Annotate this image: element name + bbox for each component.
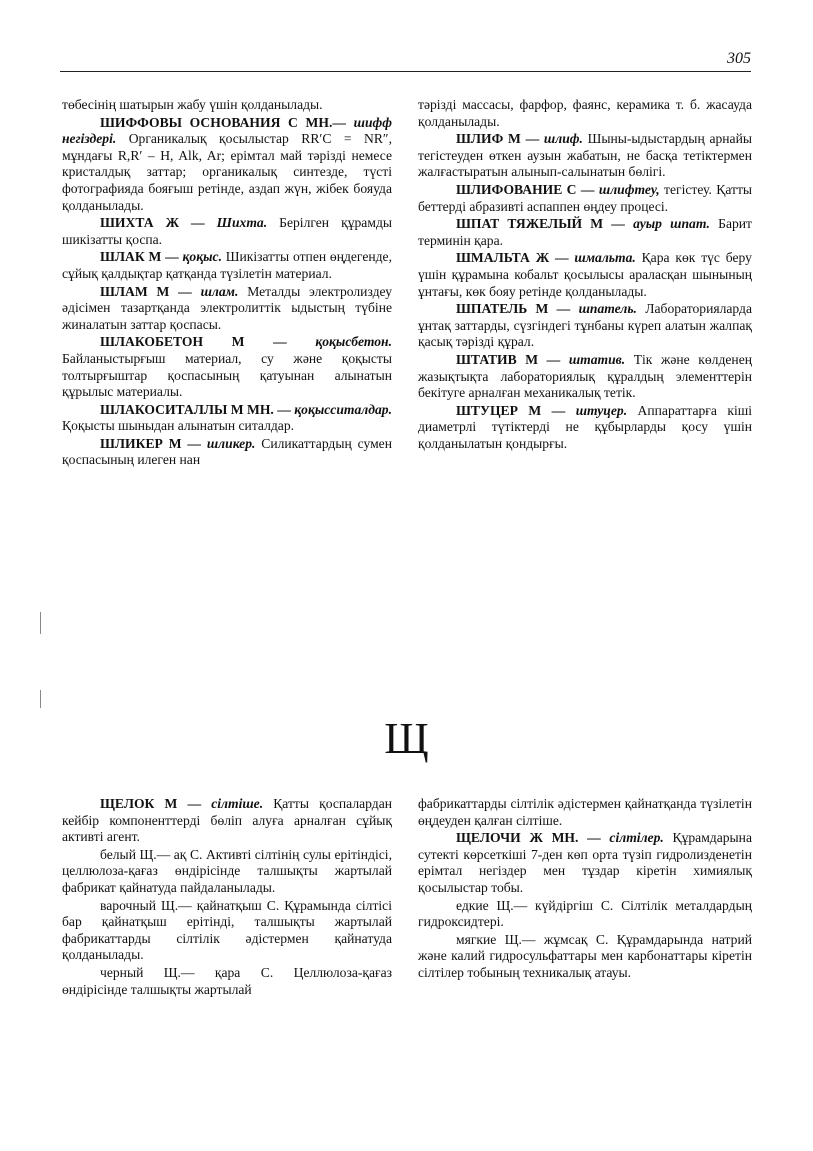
entry-text: Барит терминін қара. [418, 216, 752, 248]
dictionary-entry [62, 97, 392, 114]
entry-term: ШПАТЕЛЬ М — [456, 301, 571, 317]
dictionary-entry [418, 830, 752, 896]
column-top-right [418, 97, 752, 453]
dictionary-entry [62, 334, 392, 400]
entry-term: ЩЕЛОК М — [100, 796, 202, 811]
dictionary-entry [62, 215, 392, 248]
entry-term: ШЛИФОВАНИЕ С — [456, 181, 595, 197]
dictionary-entry [418, 932, 752, 982]
entry-text: Қоқысты шыныдан алынатын ситалдар. [62, 418, 295, 434]
entry-text: Берілген құрамды шикізатты қоспа. [62, 215, 392, 247]
dictionary-entry [62, 965, 392, 998]
entry-text: Шыны-ыдыстардың арнайы тегістеуден өткен аузын жабатын, не басқа тетіктермен жалғастыратын алынып-салынатын бөлігі. [418, 131, 752, 180]
header-rule [60, 71, 751, 72]
entry-translation: шлам. [191, 283, 239, 299]
dictionary-entry [418, 898, 752, 931]
entry-translation: қоқыс. [178, 249, 222, 265]
entry-translation: Шихта. [204, 215, 268, 231]
entry-translation: қоқысситалдар. [290, 401, 392, 417]
entry-translation: штатив. [560, 351, 626, 367]
entry-term: ШМАЛЬТА Ж — [456, 250, 569, 266]
entry-text: Органикалық қосылыстар RR′C = NR″, мұндағы R,R′ – H, Alk, Ar; ерімтал май тәрізді немесе кристалдық заттар; органикалық синтезде, түсті фотографияда бояғыш ретінде, аздап жүн, жібек бояуда қолданылады. [62, 131, 392, 213]
entry-term: ШЛАМ М — [100, 283, 192, 299]
dictionary-entry [418, 216, 752, 249]
entry-translation: шлиф. [539, 131, 583, 147]
entry-text: варочный Щ.— қайнатқыш С. Құрамында сілтісі бар қайнатқыш ерітінді, талшықты жартылай фабрикаттарды сілтілік әдістермен қайнатуда қолданылады. [62, 897, 392, 963]
entry-term: ШЛИФ М — [456, 131, 540, 147]
dictionary-entry [62, 402, 392, 435]
entry-translation: қоқысбетон. [286, 334, 392, 350]
dictionary-entry [418, 403, 752, 453]
dictionary-entry [62, 284, 392, 334]
entry-text: тегістеу. Қатты беттерді абразивті аспаппен өңдеу процесі. [418, 181, 753, 214]
dictionary-entry [418, 301, 752, 351]
entry-text: фабрикаттарды сілтілік әдістермен қайнатқанда түзілетін өңдеуден қалған сілтіше. [418, 796, 752, 828]
entry-term: ШИФФОВЫ ОСНОВАНИЯ С МН.— [100, 114, 346, 130]
entry-text: төбесінің шатырын жабу үшін қолданылады. [62, 97, 323, 112]
dictionary-entry [418, 97, 752, 130]
entry-text: Аппараттарға кіші диаметрлі түтіктерді не құбырларды қосу үшін қолданылатын қондырғы. [418, 402, 752, 451]
page-number: 305 [727, 50, 751, 67]
entry-text: Лабораторияларда ұнтақ заттарды, сүзгіндегі тұнбаны күреп алатын жалпақ қасық тәрізді құрал. [418, 301, 752, 350]
entry-text: Тік және көлденең жазықтықта лабораториялық құралдың элементтерін бекітуге арналған механикалық тетік. [418, 351, 752, 401]
column-bottom-left [62, 796, 392, 999]
column-top-left [62, 97, 392, 470]
entry-text: черный Щ.— қара С. Целлюлоза-қағаз өндірісінде талшықты жартылай [62, 964, 392, 997]
entry-text: мягкие Щ.— жұмсақ С. Құрамдарында натрий және калий гидросульфаттары мен карбонаттары кіретін сілтілер тобының техникалық атауы. [418, 931, 752, 980]
entry-translation: штуцер. [565, 402, 628, 418]
entry-translation: шлифтеу, [594, 181, 660, 197]
dictionary-entry [62, 847, 392, 897]
dictionary-entry [418, 796, 752, 829]
entry-term: ЩЕЛОЧИ Ж МН. — [456, 830, 601, 846]
entry-translation: сілтілер. [600, 830, 664, 846]
dictionary-entry [418, 131, 752, 181]
dictionary-entry [418, 250, 752, 300]
entry-term: ШИХТА Ж — [100, 215, 205, 231]
entry-text: Шикізатты отпен өңдегенде, сұйық қалдықтар қатқанда түзілетін материал. [62, 249, 392, 281]
dictionary-entry [62, 436, 392, 469]
entry-term: ШЛАКОБЕТОН М — [100, 334, 287, 350]
entry-translation: шмальта. [568, 250, 636, 266]
entry-term: ШЛИКЕР М — [100, 435, 201, 451]
dictionary-entry [62, 249, 392, 282]
entry-term: ШТАТИВ М — [456, 351, 561, 367]
entry-text: белый Щ.— ақ С. Активті сілтінің сулы ерітіндісі, целлюлоза-қағаз өндірісінде талшықты жартылай фабрикат қайнатуда пайдаланылады. [62, 846, 392, 895]
entry-term: ШТУЦЕР М — [456, 402, 566, 418]
entry-term: ШЛАК М — [100, 249, 179, 265]
column-bottom-right [418, 796, 752, 983]
entry-text: Силикаттардың сумен қоспасының илеген нан [62, 435, 392, 468]
dictionary-entry [62, 796, 392, 846]
entry-text: Қара көк түс беру үшін құрамына кобальт қосылысы араласқан шынының ұнтағы, көк бояу ретінде қолданылады. [418, 250, 752, 299]
entry-term: ШЛАКОСИТАЛЛЫ М МН. — [100, 401, 291, 417]
entry-translation: шликер. [200, 435, 256, 451]
entry-translation: шифф негіздері. [62, 114, 392, 147]
entry-term: ШПАТ ТЯЖЕЛЫЙ М — [456, 216, 625, 232]
entry-text: Байланыстырғыш материал, су және қоқысты толтырғыштар қоспасының қатуынан алынатын құрылыс материалы. [62, 350, 392, 400]
entry-translation: шпатель. [570, 301, 637, 317]
margin-mark [40, 612, 41, 634]
entry-text: едкие Щ.— күйдіргіш С. Сілтілік металдардың гидроксидтері. [418, 897, 752, 930]
entry-text: тәрізді массасы, фарфор, фаянс, керамика т. б. жасауда қолданылады. [418, 97, 752, 129]
dictionary-entry [62, 115, 392, 215]
entry-translation: ауыр шпат. [624, 216, 710, 232]
dictionary-entry [418, 182, 752, 215]
dictionary-entry [418, 352, 752, 402]
entry-translation: сілтіше. [201, 796, 264, 811]
entry-text: Құрамдарына сутекті көрсеткіші 7-ден көп орта түзіп гидролизденетін ерімтал негіздер мен тұздар кіретін химиялық қосылыстар тобы. [418, 830, 752, 895]
section-letter: Щ [384, 714, 429, 763]
dictionary-entry [62, 898, 392, 964]
entry-text: Металды электролиздеу әдісімен тазартқанда электролиттік ыдыстың түбіне жиналатын заттар қоспасы. [62, 283, 392, 332]
margin-mark [40, 690, 41, 708]
entry-text: Қатты қоспалардан кейбір компоненттерді бөліп алуға арналған сұйық активті агент. [62, 796, 392, 845]
